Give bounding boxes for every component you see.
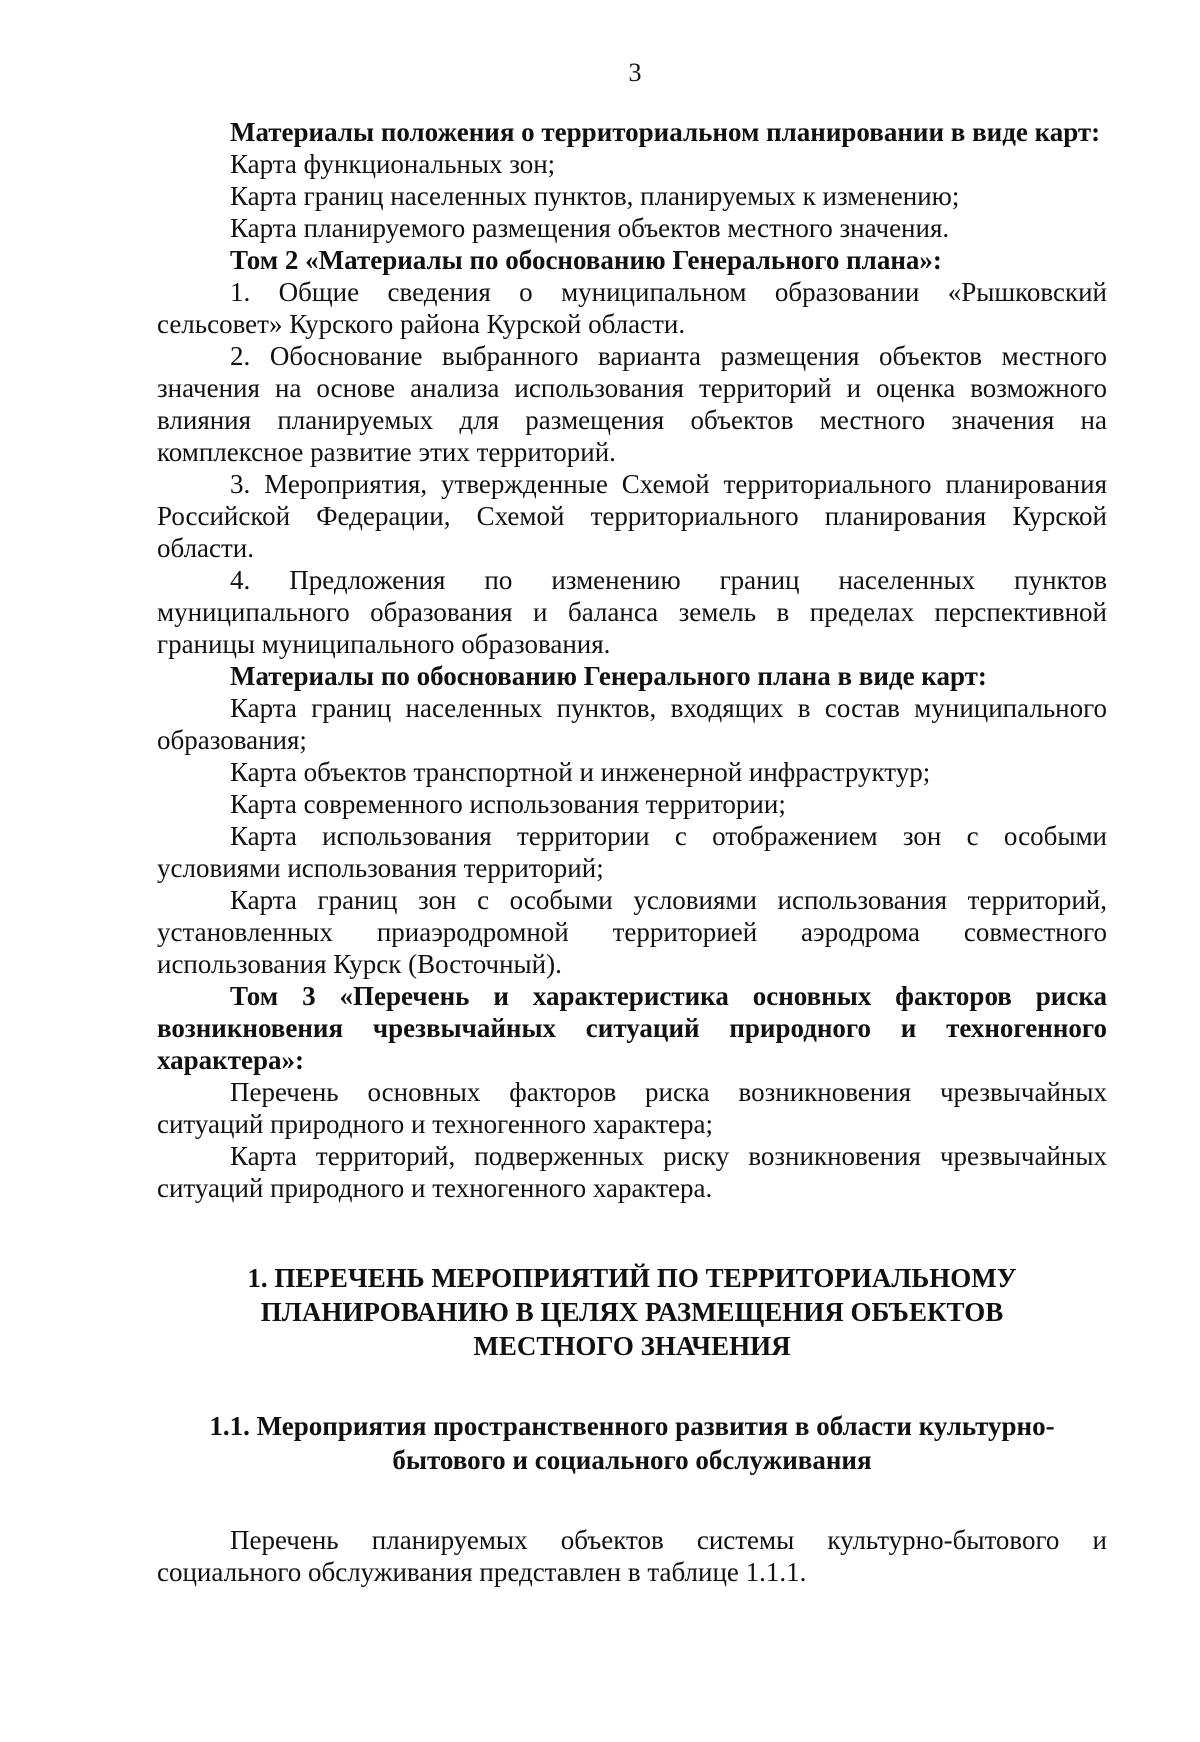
paragraph: Карта современного использования территории; bbox=[230, 789, 786, 819]
document-body bbox=[157, 116, 1107, 1588]
subsection-heading: 1.1. Мероприятия пространственного развития в области культурно-бытового и социального обслуживания bbox=[209, 1411, 1055, 1475]
paragraph-substantiation-maps-heading: Материалы по обоснованию Генерального плана в виде карт: bbox=[230, 661, 987, 691]
paragraph: Карта использования территории с отображением зон с особыми условиями использования территорий; bbox=[157, 821, 1107, 883]
paragraph: Карта территорий, подверженных риску возникновения чрезвычайных ситуаций природного и техногенного характера. bbox=[157, 1141, 1107, 1203]
closing-paragraph: Перечень планируемых объектов системы культурно-бытового и социального обслуживания представлен в таблице 1.1.1. bbox=[157, 1525, 1107, 1587]
page-number: 3 bbox=[628, 58, 642, 87]
paragraph: Карта функциональных зон; bbox=[230, 149, 556, 179]
paragraph: Карта границ зон с особыми условиями использования территорий, установленных приаэродромной территорией аэродрома совместного использования Курск (Восточный). bbox=[157, 885, 1107, 979]
paragraph: Карта границ населенных пунктов, входящих в состав муниципального образования; bbox=[157, 693, 1107, 755]
paragraph-volume-3-heading: Том 3 «Перечень и характеристика основных факторов риска возникновения чрезвычайных ситуаций природного и техногенного характера»: bbox=[157, 981, 1107, 1075]
paragraph: Перечень основных факторов риска возникновения чрезвычайных ситуаций природного и техногенного характера; bbox=[157, 1077, 1107, 1139]
paragraph-maps-heading: Материалы положения о территориальном планировании в виде карт: bbox=[230, 117, 1101, 147]
paragraph: 3. Мероприятия, утвержденные Схемой территориального планирования Российской Федерации, Схемой территориального планирования Курской области. bbox=[157, 469, 1107, 563]
paragraph: 1. Общие сведения о муниципальном образовании «Рышковский сельсовет» Курского района Курской области. bbox=[157, 277, 1107, 339]
paragraph: Карта объектов транспортной и инженерной инфраструктур; bbox=[230, 757, 931, 787]
paragraph: 2. Обоснование выбранного варианта размещения объектов местного значения на основе анализа использования территорий и оценка возможного влияния планируемых для размещения объектов местного значения на комплексное развитие этих территорий. bbox=[157, 341, 1107, 467]
paragraph-volume-2-heading: Том 2 «Материалы по обоснованию Генерального плана»: bbox=[230, 245, 942, 275]
paragraph: Карта планируемого размещения объектов местного значения. bbox=[230, 213, 950, 243]
paragraph: Карта границ населенных пунктов, планируемых к изменению; bbox=[230, 181, 960, 211]
section-heading: 1. ПЕРЕЧЕНЬ МЕРОПРИЯТИЙ ПО ТЕРРИТОРИАЛЬНОМУ ПЛАНИРОВАНИЮ В ЦЕЛЯХ РАЗМЕЩЕНИЯ ОБЪЕКТОВ МЕСТНОГО ЗНАЧЕНИЯ bbox=[247, 1263, 1017, 1361]
paragraph: 4. Предложения по изменению границ населенных пунктов муниципального образования и баланса земель в пределах перспективной границы муниципального образования. bbox=[157, 565, 1107, 659]
